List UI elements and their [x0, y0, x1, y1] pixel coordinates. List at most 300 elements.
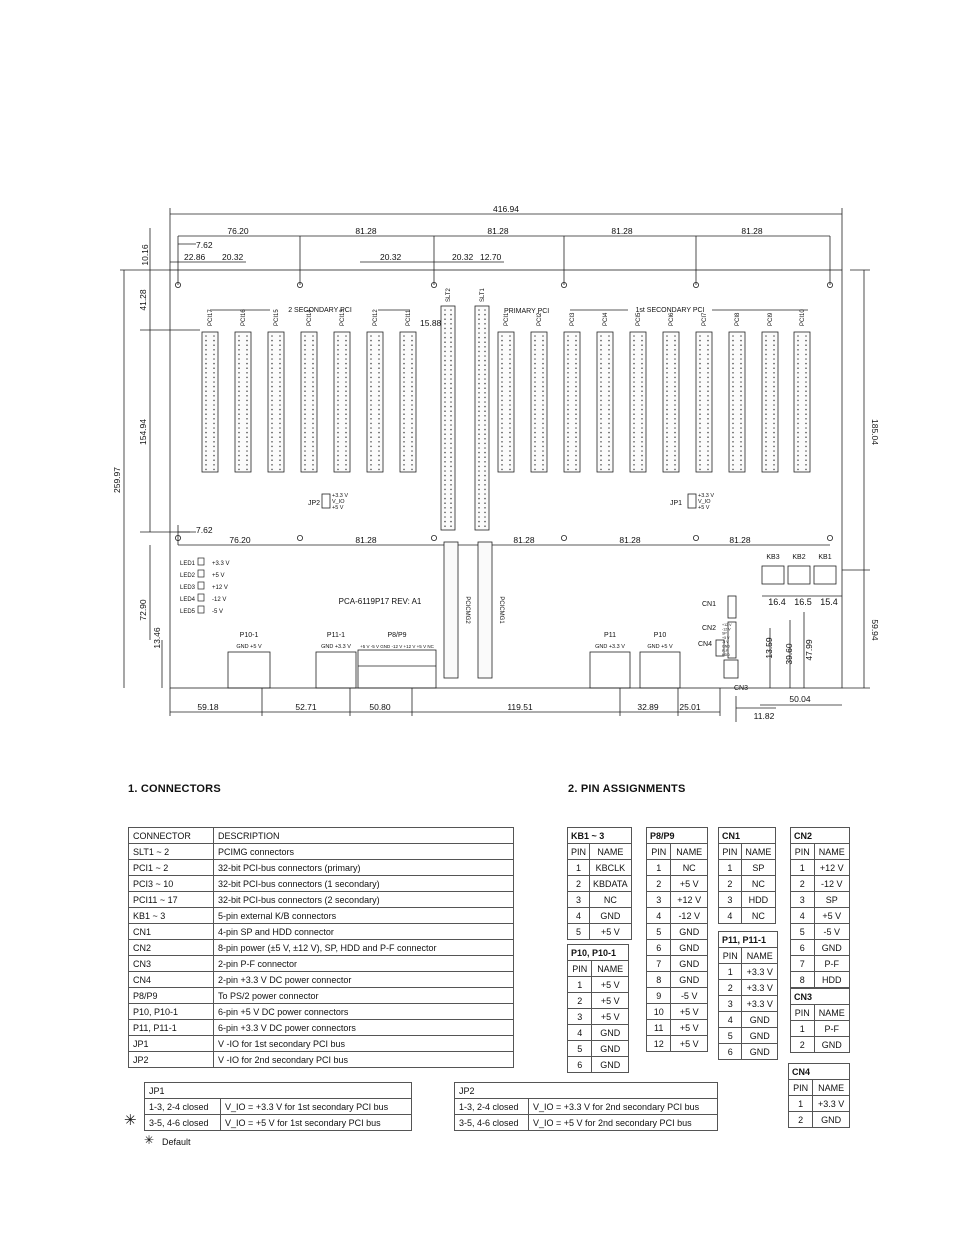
jp2-jumper [322, 494, 330, 508]
table-cell: P10, P10-1 [568, 945, 629, 961]
cn1-pin-table [718, 827, 776, 924]
table-row [568, 1009, 629, 1025]
slot-pin [805, 441, 807, 443]
slot-pin [378, 377, 380, 379]
slot-pin [600, 386, 602, 388]
slot-pin [403, 423, 405, 425]
slot-pin [279, 372, 281, 374]
slot-pin [797, 344, 799, 346]
table-cell: 6-pin +5 V DC power connectors [214, 1004, 514, 1020]
slot-pin [403, 436, 405, 438]
table-cell: 5 [719, 1028, 742, 1044]
slot-pin [707, 395, 709, 397]
slot-pin [633, 455, 635, 457]
slot-pin [213, 390, 215, 392]
slot-pin [450, 369, 452, 371]
slot-pin [542, 432, 544, 434]
slot-pin [444, 374, 446, 376]
cn3-pin-table [790, 988, 850, 1053]
slot-pin [478, 378, 480, 380]
slot-pin [509, 340, 511, 342]
slot-pin [484, 498, 486, 500]
slot-pin [699, 377, 701, 379]
slot-pin [732, 427, 734, 429]
slot-pin [450, 429, 452, 431]
table-row [568, 892, 632, 908]
slot-pin [641, 455, 643, 457]
slot-pin [567, 344, 569, 346]
slot-pin [345, 349, 347, 351]
slot-pin [279, 335, 281, 337]
table-cell: 8 [647, 972, 671, 988]
slot-pin [674, 340, 676, 342]
kb-pin-table [567, 827, 632, 940]
slot-pin [707, 436, 709, 438]
dimension-label: 13.46 [152, 627, 162, 649]
slot-pin [666, 409, 668, 411]
table-cell: GND [742, 1028, 778, 1044]
slot-label-pci1: PCI1 [504, 312, 510, 326]
table-row [719, 892, 776, 908]
slot-pin [805, 427, 807, 429]
slot-pin [575, 372, 577, 374]
table-cell: CN4 [789, 1064, 850, 1080]
slot-pin [633, 436, 635, 438]
slot-pin [699, 469, 701, 471]
slot-pin [732, 455, 734, 457]
slot-pin [633, 358, 635, 360]
slot-pin [666, 455, 668, 457]
slot-pin [478, 364, 480, 366]
slot-pin [666, 390, 668, 392]
slot-pin [370, 386, 372, 388]
slot-pin [271, 418, 273, 420]
slot-pin [797, 441, 799, 443]
slot-pin [205, 427, 207, 429]
table-cell: 8 [791, 972, 815, 988]
slot-pin [732, 418, 734, 420]
table-cell: 2 [647, 876, 671, 892]
table-cell: V -IO for 2nd secondary PCI bus [214, 1052, 514, 1068]
slot-pin [345, 381, 347, 383]
slot-pin [608, 469, 610, 471]
slot-pin [205, 395, 207, 397]
slot-pin [484, 447, 486, 449]
slot-pin [312, 418, 314, 420]
led-voltage: +5 V [212, 573, 225, 579]
slot-pin [765, 386, 767, 388]
slot-pin [534, 335, 536, 337]
table-row [791, 924, 850, 940]
slot-pin [608, 450, 610, 452]
slot-pin [411, 436, 413, 438]
slot-pin [370, 436, 372, 438]
slot-pin [575, 432, 577, 434]
slot-pin [484, 420, 486, 422]
slot-label-pci15: PCI15 [274, 309, 280, 326]
slot-pin [238, 464, 240, 466]
slot-label-pci3: PCI3 [570, 312, 576, 326]
slot-pin [411, 441, 413, 443]
table-row [129, 988, 514, 1004]
slot-pin [633, 459, 635, 461]
slot-pin [444, 424, 446, 426]
slot-pin [304, 404, 306, 406]
slot-pin [403, 418, 405, 420]
table-row [719, 996, 778, 1012]
table-cell: +5 V [590, 924, 632, 940]
slot-pin [608, 372, 610, 374]
slot-pin [732, 335, 734, 337]
slot-pin [484, 406, 486, 408]
slot-pin [378, 386, 380, 388]
slot-pin [509, 464, 511, 466]
slot-pin [765, 367, 767, 369]
slot-pin [411, 367, 413, 369]
slot-pin [542, 386, 544, 388]
slot-pin [279, 455, 281, 457]
slot-pin [805, 386, 807, 388]
slot-pin [403, 354, 405, 356]
slot-pin [699, 340, 701, 342]
power-pin-label: GND +5 V [236, 644, 262, 650]
slot-pin [699, 358, 701, 360]
jp1-table [144, 1082, 412, 1131]
slot-pin [641, 354, 643, 356]
slot-pin [534, 358, 536, 360]
slot-pin [370, 459, 372, 461]
slot-pin [608, 404, 610, 406]
slot-pin [238, 344, 240, 346]
slot-pin [403, 427, 405, 429]
slot-pin [337, 459, 339, 461]
slot-pin [478, 466, 480, 468]
slot-pin [501, 335, 503, 337]
slot-pin [600, 395, 602, 397]
table-row [791, 892, 850, 908]
table-cell: 2 [719, 876, 742, 892]
slot-pin [478, 332, 480, 334]
slot-pin [567, 400, 569, 402]
slot-pin [765, 390, 767, 392]
slot-pin [478, 521, 480, 523]
slot-pin [246, 340, 248, 342]
slot-pin [797, 432, 799, 434]
slot-pin [773, 469, 775, 471]
slot-pin [444, 507, 446, 509]
slot-pin [600, 404, 602, 406]
slot-pin [370, 400, 372, 402]
slot-pin [370, 367, 372, 369]
slot-pin [534, 446, 536, 448]
slot-pin [542, 367, 544, 369]
slot-pin [707, 363, 709, 365]
slot-pin [205, 349, 207, 351]
table-cell: 32-bit PCI-bus connectors (2 secondary) [214, 892, 514, 908]
table-cell: GND [592, 1041, 629, 1057]
slot-pin [337, 423, 339, 425]
slot-pin [805, 404, 807, 406]
slot-pin [213, 372, 215, 374]
slot-pin [575, 335, 577, 337]
table-cell: 4 [719, 1012, 742, 1028]
table-cell: KBDATA [590, 876, 632, 892]
slot-pin [567, 372, 569, 374]
slot-pin [205, 381, 207, 383]
slot-pin [542, 372, 544, 374]
slot-pin [542, 390, 544, 392]
slot-pin [732, 400, 734, 402]
slot-pin [509, 436, 511, 438]
slot-pin [450, 456, 452, 458]
slot-pin [600, 427, 602, 429]
slot-pin [732, 446, 734, 448]
slot-pin [312, 441, 314, 443]
cn2-pin-label: +5 V [722, 635, 730, 640]
slot-pin [444, 475, 446, 477]
cn3-connector [724, 660, 738, 678]
slot-pin [674, 335, 676, 337]
slot-pin [740, 349, 742, 351]
slot-pin [484, 397, 486, 399]
slot-pin [699, 372, 701, 374]
slot-pin [805, 340, 807, 342]
slot-pin [370, 363, 372, 365]
slot-pin [238, 390, 240, 392]
slot-pin [600, 450, 602, 452]
table-row [568, 924, 632, 940]
slot-pin [205, 404, 207, 406]
slot-pin [641, 335, 643, 337]
slot-pin [205, 441, 207, 443]
slot-pin [205, 363, 207, 365]
slot-pin [699, 464, 701, 466]
slot-pin [205, 450, 207, 452]
table-row [791, 876, 850, 892]
slot-pin [484, 470, 486, 472]
slot-pin [312, 436, 314, 438]
slot-pin [238, 395, 240, 397]
slot-pin [633, 464, 635, 466]
slot-pin [370, 446, 372, 448]
slot-pin [484, 401, 486, 403]
slot-pin [478, 456, 480, 458]
slot-pin [205, 377, 207, 379]
power-connector-label: P11-1 [326, 632, 346, 639]
slot-pin [304, 441, 306, 443]
slot-pin [501, 377, 503, 379]
dimension-label: 11.82 [753, 711, 775, 721]
slot-pin [484, 493, 486, 495]
slot-pin [213, 367, 215, 369]
slot-pin [666, 418, 668, 420]
slot-pin [797, 367, 799, 369]
table-row [455, 1099, 718, 1115]
default-legend-icon: ✳ [144, 1133, 155, 1147]
slot-pin [797, 358, 799, 360]
dimension-label: 81.28 [729, 535, 751, 545]
table-cell: 1 [568, 977, 592, 993]
table-row [647, 956, 708, 972]
slot-pin [575, 423, 577, 425]
slot-pin [765, 446, 767, 448]
dimension-label: 81.28 [513, 535, 535, 545]
led-label: LED4 [180, 597, 196, 603]
slot-pin [666, 354, 668, 356]
slot-pin [345, 455, 347, 457]
slot-pin [567, 409, 569, 411]
slot-pin [312, 427, 314, 429]
slot-pin [501, 450, 503, 452]
slot-pin [641, 344, 643, 346]
dimension-label: 7.62 [196, 525, 213, 535]
slot-pin [542, 349, 544, 351]
slot-pin [345, 372, 347, 374]
slot-pin [403, 349, 405, 351]
table-cell: 12 [647, 1036, 671, 1052]
table-cell: 1-3, 2-4 closed [145, 1099, 221, 1115]
slot-pin [444, 521, 446, 523]
slot-pin [478, 392, 480, 394]
slot-pin [378, 409, 380, 411]
slot-pin [205, 469, 207, 471]
slot-pin [534, 464, 536, 466]
dimension-label: 50.80 [369, 702, 391, 712]
slot-pin [205, 446, 207, 448]
slot-pin [674, 377, 676, 379]
slot-pin [805, 400, 807, 402]
slot-pin [238, 400, 240, 402]
slot-pin [345, 400, 347, 402]
slot-pin [501, 404, 503, 406]
slot-pin [484, 433, 486, 435]
slot-pin [271, 377, 273, 379]
slot-pin [765, 344, 767, 346]
slot-pin [641, 418, 643, 420]
slot-pin [600, 400, 602, 402]
slot-pin [765, 423, 767, 425]
slot-pin [797, 349, 799, 351]
slot-pin [444, 525, 446, 527]
slot-pin [450, 443, 452, 445]
slot-pin [641, 469, 643, 471]
table-row [568, 860, 632, 876]
slot-pin [740, 377, 742, 379]
slot-pin [304, 349, 306, 351]
slot-pin [238, 455, 240, 457]
slot-pin [608, 349, 610, 351]
slot-pin [213, 386, 215, 388]
table-cell: +5 V [671, 1004, 708, 1020]
table-row [145, 1099, 412, 1115]
slot-pin [600, 377, 602, 379]
table-cell: 3 [719, 996, 742, 1012]
slot-pin [345, 450, 347, 452]
table-cell: GND [742, 1012, 778, 1028]
slot-pin [205, 464, 207, 466]
slot-pin [271, 427, 273, 429]
slot-pin [740, 446, 742, 448]
slot-pin [205, 372, 207, 374]
slot-pin [699, 409, 701, 411]
table-row [791, 989, 850, 1005]
slot-pin [765, 377, 767, 379]
slot-pin [478, 461, 480, 463]
table-row [791, 956, 850, 972]
dimension-label: 10.16 [140, 244, 150, 266]
table-cell: +3.3 V [742, 964, 778, 980]
slot-pin [501, 354, 503, 356]
slot-pin [542, 446, 544, 448]
table-cell: HDD [741, 892, 775, 908]
table-cell: 5 [568, 924, 590, 940]
slot-pin [641, 409, 643, 411]
slot-pin [805, 372, 807, 374]
slot-pin [641, 413, 643, 415]
slot-pin [444, 493, 446, 495]
table-cell: +5 V [671, 876, 708, 892]
slot-pin [534, 372, 536, 374]
slot-pin [567, 450, 569, 452]
slot-pin [478, 433, 480, 435]
table-cell: To PS/2 power connector [214, 988, 514, 1004]
slot-pin [534, 469, 536, 471]
slot-pin [608, 409, 610, 411]
slot-pin [674, 446, 676, 448]
slot-pin [484, 443, 486, 445]
slot-pin [608, 436, 610, 438]
slot-pin [805, 344, 807, 346]
dimension-label: 59.94 [870, 619, 880, 641]
slot-pin [773, 464, 775, 466]
slot-pin [411, 363, 413, 365]
slot-pci10 [794, 332, 810, 472]
table-cell: 4 [719, 908, 742, 924]
slot-pin [699, 367, 701, 369]
slot-pin [699, 455, 701, 457]
slot-pin [797, 436, 799, 438]
slot-pin [271, 358, 273, 360]
slot-pin [765, 335, 767, 337]
table-cell: V_IO = +5 V for 2nd secondary PCI bus [528, 1115, 717, 1131]
slot-pin [534, 418, 536, 420]
slot-pin [600, 349, 602, 351]
slot-pin [608, 459, 610, 461]
slot-pin [205, 455, 207, 457]
slot-pin [345, 413, 347, 415]
table-cell: 2 [568, 876, 590, 892]
slot-pin [534, 459, 536, 461]
dimension-label: 32.89 [637, 702, 659, 712]
slot-pin [478, 328, 480, 330]
slot-pin [279, 432, 281, 434]
slot-pin [450, 424, 452, 426]
slot-pin [444, 383, 446, 385]
slot-pin [304, 390, 306, 392]
slot-pin [337, 340, 339, 342]
slot-pin [509, 372, 511, 374]
table-cell: 32-bit PCI-bus connectors (1 secondary) [214, 876, 514, 892]
slot-pin [403, 340, 405, 342]
slot-pci12 [367, 332, 383, 472]
slot-pin [732, 340, 734, 342]
slot-pin [797, 390, 799, 392]
slot-pin [312, 367, 314, 369]
slot-pin [509, 354, 511, 356]
slot-pin [633, 340, 635, 342]
slot-pin [271, 354, 273, 356]
table-row [719, 860, 776, 876]
